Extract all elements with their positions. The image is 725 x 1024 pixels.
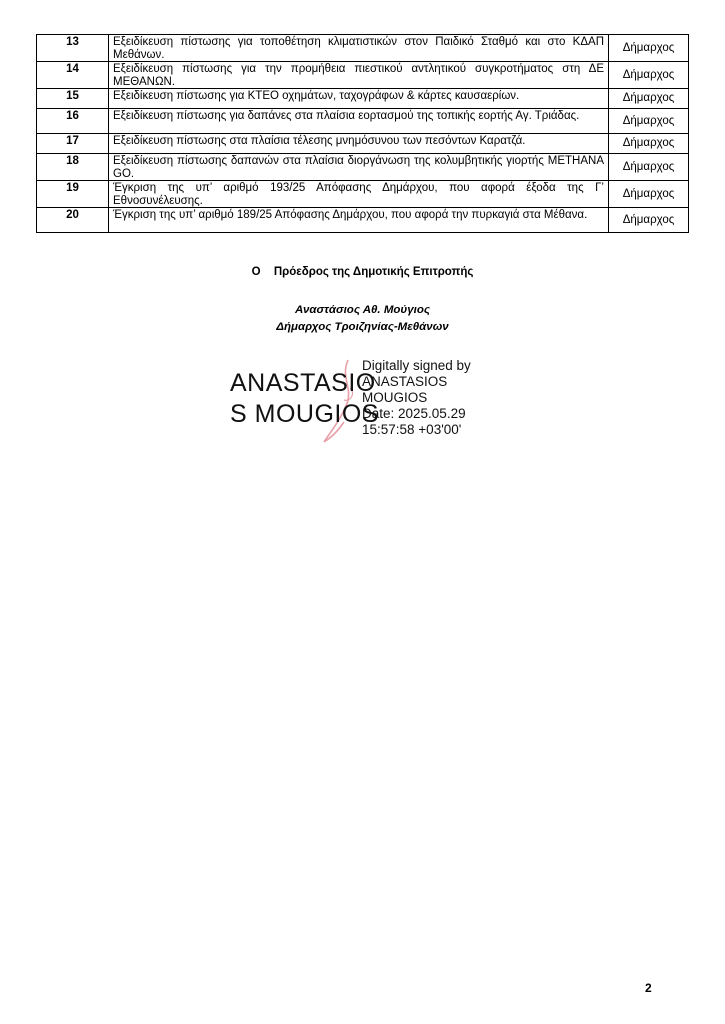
item-number: 16 — [37, 109, 109, 134]
table-row — [37, 208, 689, 233]
signature-detail-line: Date: 2025.05.29 — [362, 406, 466, 421]
digital-signature — [230, 358, 490, 448]
table-row — [37, 35, 689, 62]
signature-detail-line: Digitally signed by — [362, 358, 471, 373]
item-subject: Εξειδίκευση πίστωσης για δαπάνες στα πλαίσια εορτασμού της τοπικής εορτής Αγ. Τριάδας. — [109, 109, 609, 134]
item-subject: Έγκριση της υπ’ αριθμό 193/25 Απόφασης Δημάρχου, που αφορά έξοδα της Γ’ Εθνοσυνέλευσης. — [109, 181, 609, 208]
signer-name-line: S MOUGIOS — [230, 400, 379, 428]
signatory-role: Δήμαρχος Τροιζηνίας-Μεθάνων — [276, 321, 449, 333]
chair-prefix: Ο — [251, 266, 261, 278]
item-subject: Έγκριση της υπ’ αριθμό 189/25 Απόφασης Δημάρχου, που αφορά την πυρκαγιά στα Μέθανα. — [109, 208, 609, 233]
item-subject: Εξειδίκευση πίστωσης για την προμήθεια πιεστικού αντλητικού συγκροτήματος στη ΔΕ ΜΕΘΑΝΩΝ. — [109, 62, 609, 89]
signer-name-line: ANASTASIO — [230, 369, 376, 397]
signature-details — [362, 358, 471, 438]
item-responsible: Δήμαρχος — [609, 62, 689, 89]
signature-detail-line: 15:57:58 +03'00' — [362, 422, 462, 437]
item-number: 13 — [37, 35, 109, 62]
item-responsible: Δήμαρχος — [609, 35, 689, 62]
table-row — [37, 154, 689, 181]
table-row — [37, 89, 689, 109]
item-responsible: Δήμαρχος — [609, 89, 689, 109]
item-responsible: Δήμαρχος — [609, 134, 689, 154]
item-responsible: Δήμαρχος — [609, 208, 689, 233]
table-row — [37, 134, 689, 154]
table-row — [37, 109, 689, 134]
item-subject: Εξειδίκευση πίστωσης δαπανών στα πλαίσια διοργάνωση της κολυμβητικής γιορτής METHANA GO. — [109, 154, 609, 181]
signature-detail-line: MOUGIOS — [362, 390, 428, 405]
chair-title-line — [0, 266, 725, 278]
signer-name-large — [230, 368, 379, 430]
agenda-table — [36, 34, 689, 233]
item-responsible: Δήμαρχος — [609, 154, 689, 181]
item-number: 15 — [37, 89, 109, 109]
item-number: 19 — [37, 181, 109, 208]
page-number: 2 — [645, 981, 652, 995]
item-number: 20 — [37, 208, 109, 233]
signatory-name: Αναστάσιος Αθ. Μούγιος — [295, 304, 430, 316]
item-number: 18 — [37, 154, 109, 181]
item-responsible: Δήμαρχος — [609, 109, 689, 134]
item-subject: Εξειδίκευση πίστωσης στα πλαίσια τέλεσης μνημόσυνου των πεσόντων Καρατζά. — [109, 134, 609, 154]
table-row — [37, 62, 689, 89]
item-number: 17 — [37, 134, 109, 154]
signature-detail-line: ANASTASIOS — [362, 374, 448, 389]
item-subject: Εξειδίκευση πίστωσης για ΚΤΕΟ οχημάτων, ταχογράφων & κάρτες καυσαερίων. — [109, 89, 609, 109]
chair-title: Πρόεδρος της Δημοτικής Επιτροπής — [273, 266, 474, 278]
item-responsible: Δήμαρχος — [609, 181, 689, 208]
item-subject: Εξειδίκευση πίστωσης για τοποθέτηση κλιματιστικών στον Παιδικό Σταθμό και στο ΚΔΑΠ Μεθάνων. — [109, 35, 609, 62]
item-number: 14 — [37, 62, 109, 89]
table-row — [37, 181, 689, 208]
